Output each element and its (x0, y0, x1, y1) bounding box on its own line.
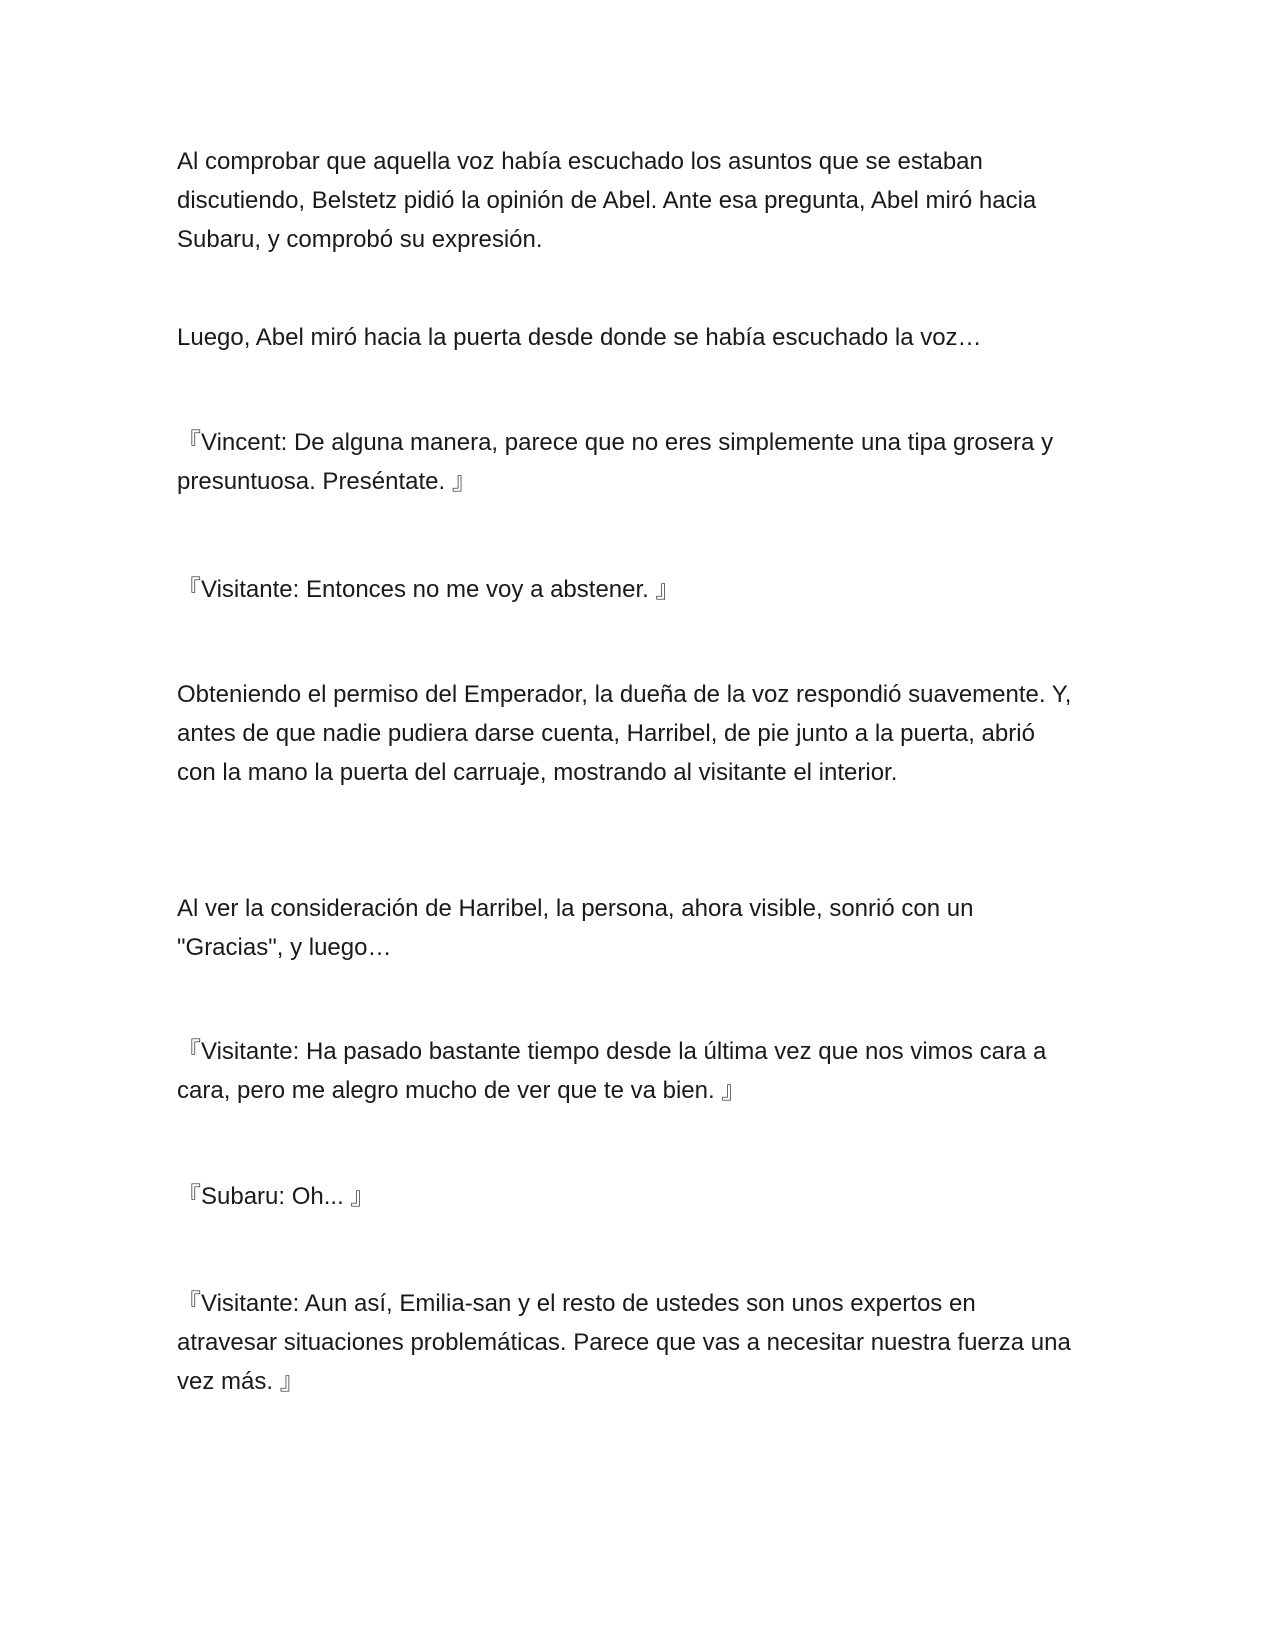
narration-paragraph: Luego, Abel miró hacia la puerta desde donde se había escuchado la voz… (177, 324, 982, 351)
narration-paragraph: Al comprobar que aquella voz había escuchado los asuntos que se estaban discutiendo, Belstetz pidió la opinión de Abel. Ante esa pregunta, Abel miró hacia Subaru, y comprobó su expresión. (177, 148, 1037, 253)
dialogue-line: 『Subaru: Oh... 』 (177, 1183, 375, 1210)
narration-paragraph: Obteniendo el permiso del Emperador, la dueña de la voz respondió suavemente. Y, antes de que nadie pudiera darse cuenta, Harribel, de pie junto a la puerta, abrió con la mano la puerta del carruaje, mostrando al visitante el interior. (177, 681, 1072, 786)
dialogue-line: 『Vincent: De alguna manera, parece que no eres simplemente una tipa grosera y presuntuosa. Preséntate. 』 (177, 429, 1054, 495)
dialogue-line: 『Visitante: Ha pasado bastante tiempo desde la última vez que nos vimos cara a cara, pero me alegro mucho de ver que te va bien. 』 (177, 1038, 1047, 1104)
dialogue-line: 『Visitante: Entonces no me voy a abstener. 』 (177, 576, 680, 603)
dialogue-line: 『Visitante: Aun así, Emilia-san y el resto de ustedes son unos expertos en atravesar situaciones problemáticas. Parece que vas a necesitar nuestra fuerza una vez más. 』 (177, 1290, 1071, 1395)
narration-paragraph: Al ver la consideración de Harribel, la persona, ahora visible, sonrió con un "Gracias", y luego… (177, 895, 974, 961)
